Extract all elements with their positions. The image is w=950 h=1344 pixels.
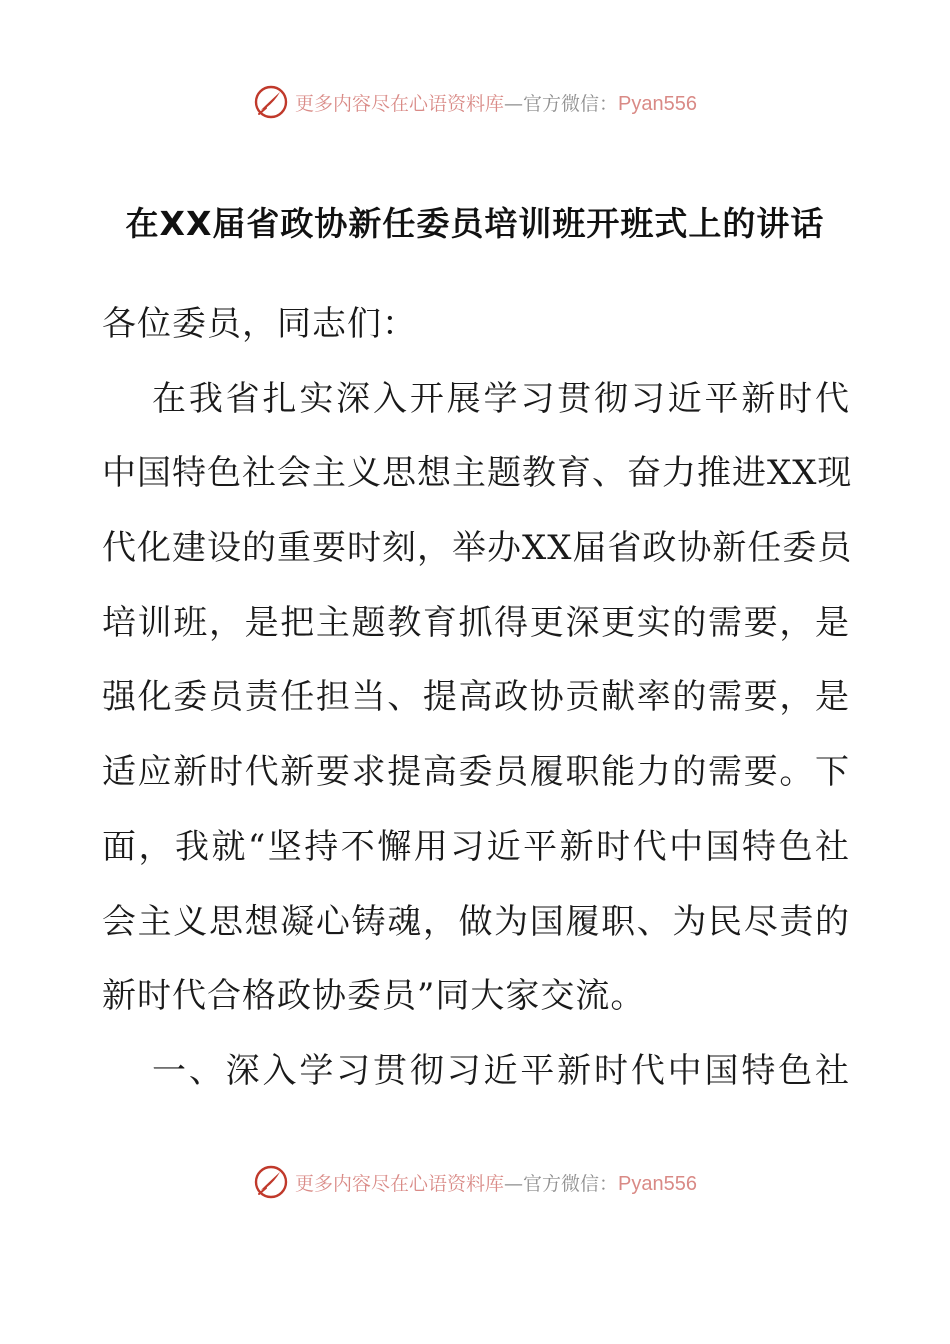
body-line-6: 适应新时代新要求提高委员履职能力的需要。下	[102, 752, 850, 793]
salutation: 各位委员，同志们：	[102, 304, 417, 344]
quill-pen-circle-icon	[253, 84, 289, 120]
banner-wechat-id: Pyan556	[618, 92, 697, 115]
body-line-1: 在我省扎实深入开展学习贯彻习近平新时代	[152, 378, 850, 419]
banner-wechat-label: —官方微信：	[504, 92, 619, 115]
banner-library-text: 更多内容尽在心语资料库	[295, 1172, 505, 1195]
document-body	[102, 287, 853, 1109]
header-watermark-banner	[0, 82, 950, 122]
banner-wechat-label: —官方微信：	[504, 1172, 619, 1195]
body-line-9: 新时代合格政协委员”同大家交流。	[102, 976, 646, 1017]
banner-library-text: 更多内容尽在心语资料库	[295, 92, 505, 115]
document-title: 在XX届省政协新任委员培训班开班式上的讲话	[125, 204, 825, 243]
body-line-4: 培训班，是把主题教育抓得更深更实的需要，是	[102, 602, 850, 643]
body-line-2: 中国特色社会主义思想主题教育、奋力推进XX现	[102, 453, 853, 494]
body-line-7: 面，我就“坚持不懈用习近平新时代中国特色社	[102, 826, 850, 867]
body-line-8: 会主义思想凝心铸魂，做为国履职、为民尽责的	[102, 901, 850, 942]
body-line-3: 代化建设的重要时刻，举办XX届省政协新任委员	[102, 528, 853, 569]
body-line-5: 强化委员责任担当、提高政协贡献率的需要，是	[102, 677, 850, 718]
quill-pen-circle-icon	[253, 1164, 289, 1200]
banner-wechat-id: Pyan556	[618, 1172, 697, 1195]
section-heading-1: 一、深入学习贯彻习近平新时代中国特色社	[152, 1050, 850, 1091]
footer-watermark-banner	[0, 1162, 950, 1202]
